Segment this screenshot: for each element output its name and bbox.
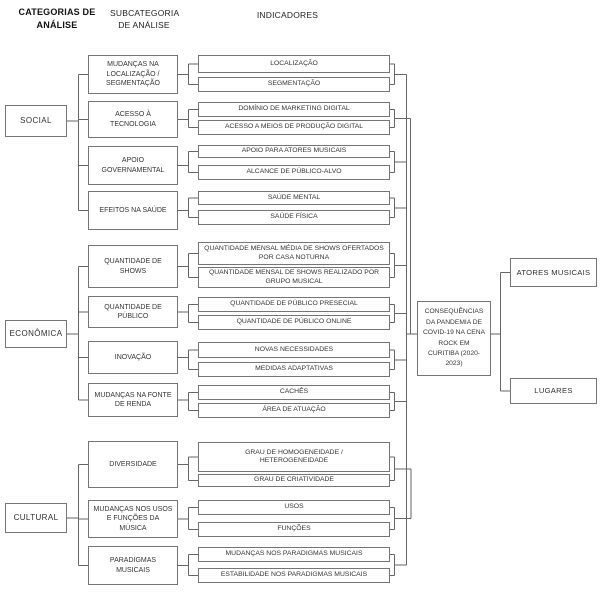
- connector-pair-shows: [390, 254, 407, 278]
- subcategory-box-quantidade-shows: QUANTIDADE DE SHOWS: [88, 245, 178, 288]
- connector-pair-saude: [390, 198, 407, 218]
- connector-pair-usos: [390, 508, 407, 530]
- connector-mudancas-fonte-renda-indicators: [178, 393, 198, 411]
- connector-efeitos-saude-indicators: [178, 198, 198, 218]
- column-header-categories: CATEGORIAS DE ANÁLISE: [18, 7, 96, 31]
- indicator-box-grau-criatividade: GRAU DE CRIATIVIDADE: [198, 474, 390, 487]
- connector-economica-subcategories: [67, 267, 88, 401]
- connector-pair-tecnologia: [390, 110, 411, 335]
- indicator-box-medidas-adaptativas: MEDIDAS ADAPTATIVAS: [198, 362, 390, 377]
- column-header-subcategories: SUBCATEGORIA DE ANÁLISE: [110, 8, 180, 31]
- indicator-box-acesso-meios-producao: ACESSO A MEIOS DE PRODUÇÃO DIGITAL: [198, 120, 390, 135]
- connector-pair-diversidade: [390, 457, 411, 519]
- category-box-social: SOCIAL: [5, 105, 67, 137]
- indicator-box-mudancas-paradigmas: MUDANÇAS NOS PARADIGMAS MUSICAIS: [198, 547, 390, 562]
- subcategory-box-quantidade-publico: QUANTIDADE DE PÚBLICO: [88, 296, 178, 328]
- connector-diversidade-indicators: [178, 457, 198, 481]
- connector-inovacao-indicators: [178, 350, 198, 370]
- connector-acesso-tecnologia-indicators: [178, 110, 198, 128]
- column-header-indicators: INDICADORES: [256, 10, 319, 20]
- indicator-box-saude-fisica: SAÚDE FÍSICA: [198, 210, 390, 225]
- connector-pair-apoio: [390, 152, 407, 173]
- subcategory-box-efeitos-saude: EFEITOS NA SAÚDE: [88, 191, 178, 230]
- indicator-box-caches: CACHÊS: [198, 385, 390, 400]
- connector-outcome-results: [491, 273, 510, 392]
- indicator-box-alcance-publico-alvo: ALCANCE DE PÚBLICO-ALVO: [198, 165, 390, 180]
- indicator-box-qtd-mensal-media-shows: QUANTIDADE MENSAL MÉDIA DE SHOWS OFERTADOS POR CASA NOTURNA: [198, 242, 390, 265]
- subcategory-box-mudancas-fonte-renda: MUDANÇAS NA FONTE DE RENDA: [88, 383, 178, 417]
- subcategory-box-diversidade: DIVERSIDADE: [88, 441, 178, 488]
- subcategory-box-apoio-governamental: APOIO GOVERNAMENTAL: [88, 146, 178, 185]
- connector-quantidade-shows-indicators: [178, 254, 198, 278]
- indicator-box-usos: USOS: [198, 500, 390, 515]
- indicator-box-localizacao: LOCALIZAÇÃO: [198, 55, 390, 73]
- connector-mudancas-usos-indicators: [178, 508, 198, 530]
- connector-pair-paradigmas: [390, 555, 407, 576]
- subcategory-box-acesso-tecnologia: ACESSO À TECNOLOGIA: [88, 101, 178, 138]
- indicator-box-area-atuacao: ÁREA DE ATUAÇÃO: [198, 403, 390, 418]
- indicator-box-funcoes: FUNÇÕES: [198, 522, 390, 537]
- result-box-atores-musicais: ATORES MUSICAIS: [510, 258, 597, 287]
- indicator-box-qtd-mensal-shows-grupo: QUANTIDADE MENSAL DE SHOWS REALIZADO POR GRUPO MUSICAL: [198, 267, 390, 288]
- connector-cultural-subcategories: [67, 465, 88, 566]
- connector-paradigmas-indicators: [178, 555, 198, 576]
- outcome-box-consequencias-covid: CONSEQUÊNCIAS DA PANDEMIA DE COVID-19 NA CENA ROCK EM CURITIBA (2020-2023): [417, 301, 491, 376]
- indicator-box-apoio-atores-musicais: APOIO PARA ATORES MUSICAIS: [198, 145, 390, 158]
- indicator-box-grau-homogeneidade: GRAU DE HOMOGENEIDADE / HETEROGENEIDADE: [198, 442, 390, 472]
- category-box-cultural: CULTURAL: [5, 503, 67, 533]
- indicator-box-qtd-publico-online: QUANTIDADE DE PÚBLICO ONLINE: [198, 315, 390, 330]
- connector-social-subcategories: [67, 75, 88, 211]
- connector-mudancas-localizacao-indicators: [178, 64, 198, 85]
- indicator-box-saude-mental: SAÚDE MENTAL: [198, 191, 390, 205]
- indicator-box-segmentacao: SEGMENTAÇÃO: [198, 77, 390, 92]
- subcategory-box-inovacao: INOVAÇÃO: [88, 341, 178, 374]
- indicator-box-novas-necessidades: NOVAS NECESSIDADES: [198, 342, 390, 358]
- connector-pair-inovacao: [390, 350, 407, 370]
- connector-quantidade-publico-indicators: [178, 305, 198, 323]
- connector-pair-publico: [390, 305, 407, 323]
- connector-pair-renda: [390, 393, 407, 411]
- connector-pair-localizacao: [390, 64, 407, 85]
- subcategory-box-paradigmas-musicais: PARADIGMAS MUSICAIS: [88, 546, 178, 585]
- result-box-lugares: LUGARES: [510, 378, 597, 404]
- connector-apoio-governamental-indicators: [178, 152, 198, 173]
- subcategory-box-mudancas-localizacao: MUDANÇAS NA LOCALIZAÇÃO / SEGMENTAÇÃO: [88, 55, 178, 94]
- subcategory-box-mudancas-usos-funcoes: MUDANÇAS NOS USOS E FUNÇÕES DA MÚSICA: [88, 500, 178, 538]
- indicator-box-estabilidade-paradigmas: ESTABILIDADE NOS PARADIGMAS MUSICAIS: [198, 568, 390, 583]
- indicator-box-qtd-publico-presencial: QUANTIDADE DE PÚBLICO PRESECIAL: [198, 297, 390, 312]
- indicator-box-dominio-marketing-digital: DOMÍNIO DE MARKETING DIGITAL: [198, 102, 390, 117]
- category-box-economica: ECONÔMICA: [5, 320, 67, 348]
